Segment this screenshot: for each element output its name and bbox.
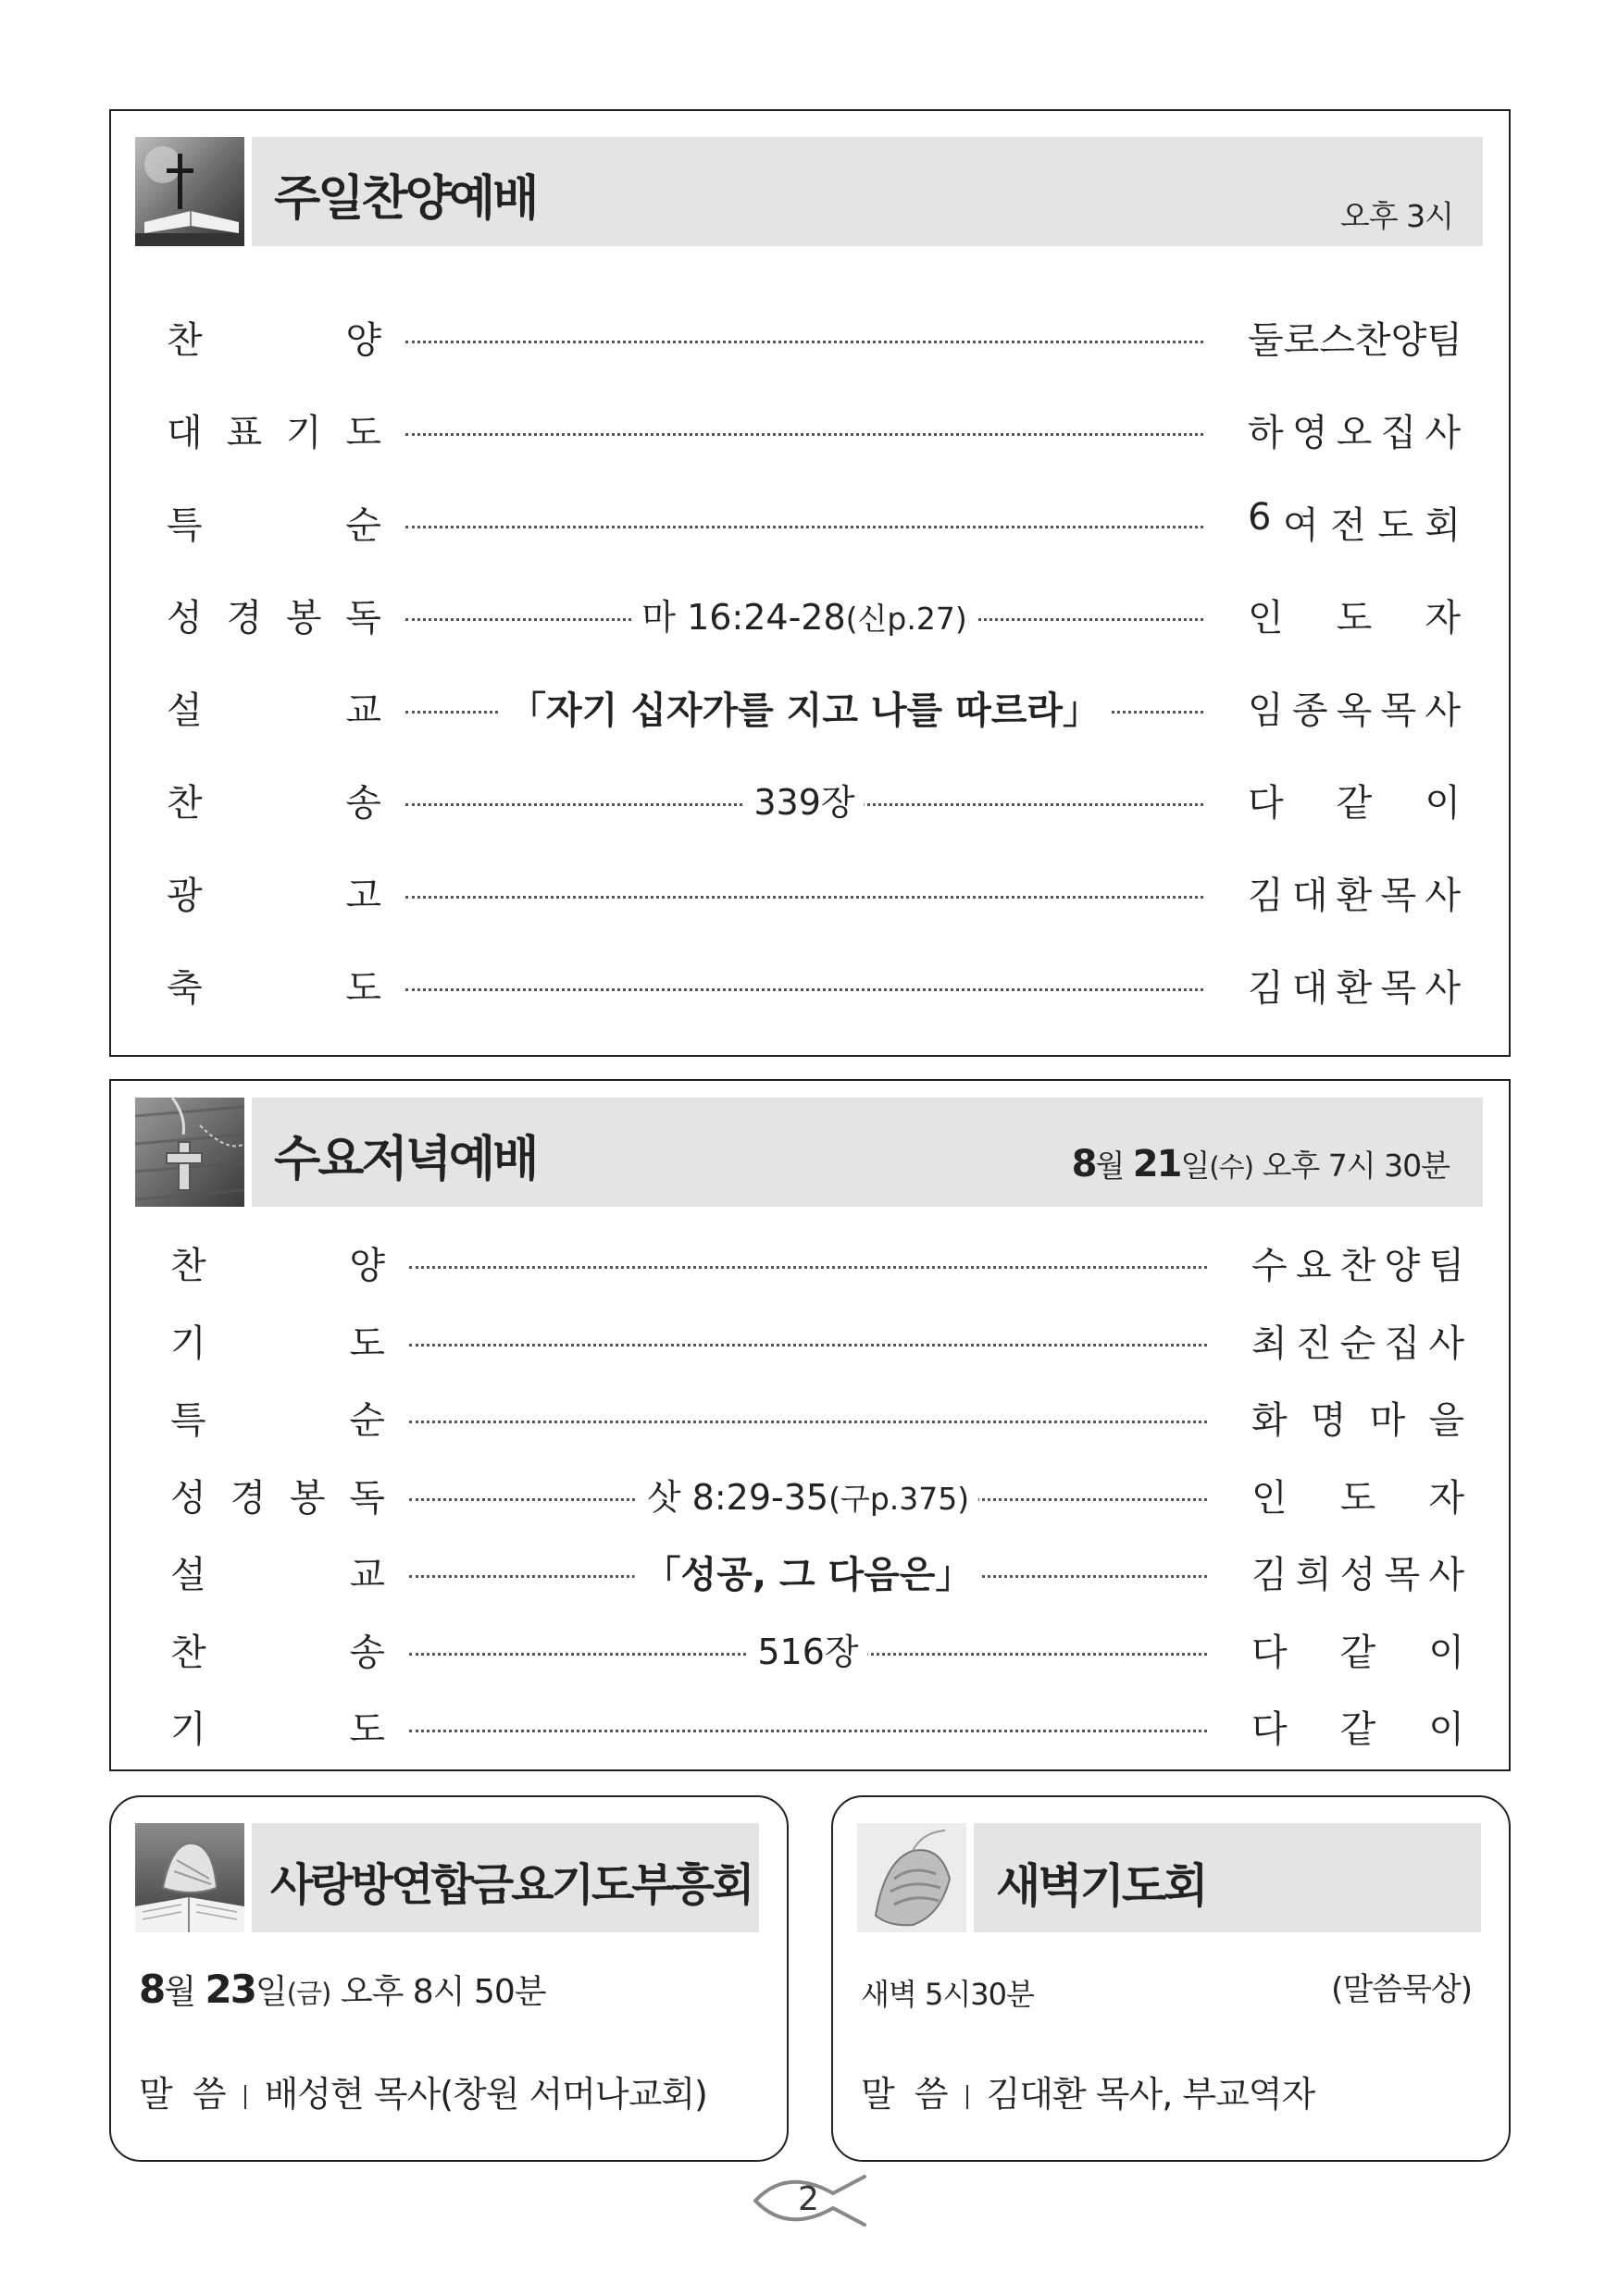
order-detail-ref: (신p.27) <box>845 601 967 637</box>
order-label <box>167 866 381 919</box>
order-person-char: 영 <box>1291 412 1328 454</box>
dawn-note: (말씀묵상) <box>1331 1971 1472 2008</box>
order-label <box>167 589 381 641</box>
order-person-char: 이 <box>1428 1708 1464 1751</box>
order-row <box>170 1540 1466 1595</box>
friday-time-rest: 오후 8시 50분 <box>340 1973 546 2011</box>
order-person-char: 옥 <box>1336 689 1373 732</box>
order-person-char: 같 <box>1336 782 1373 825</box>
order-detail-text: 마 16:24-28 <box>641 597 846 638</box>
order-person <box>1251 1469 1464 1521</box>
order-label-char: 고 <box>345 875 381 917</box>
friday-prayer-box <box>109 1795 789 2162</box>
order-person-char: 같 <box>1339 1708 1376 1751</box>
order-person-char: 김 <box>1248 875 1284 917</box>
order-person-char: 사 <box>1428 1322 1464 1365</box>
order-row <box>167 398 1462 453</box>
order-person-char: 사 <box>1428 1554 1464 1596</box>
order-person-char: 찬 <box>1339 1245 1376 1287</box>
dotted-leader <box>405 988 1203 991</box>
wednesday-month-unit: 월 <box>1095 1148 1125 1184</box>
order-person <box>1251 1314 1464 1367</box>
order-person-char: 희 <box>1295 1554 1332 1596</box>
order-label-char: 특 <box>167 504 203 547</box>
friday-sermon-line <box>139 2066 707 2116</box>
order-person <box>1248 311 1461 364</box>
wednesday-month: 8 <box>1071 1143 1096 1185</box>
order-label-char: 대 <box>167 412 203 454</box>
order-label-char: 성 <box>170 1476 206 1520</box>
order-detail-text: 「자기 십자가를 지고 나를 따르라」 <box>508 689 1101 732</box>
page-number-text: 2 <box>798 2180 819 2218</box>
friday-month: 8 <box>139 1967 165 2012</box>
order-label-char: 경 <box>230 1476 267 1520</box>
order-person-char: 사 <box>1425 689 1461 732</box>
order-person <box>1248 681 1461 734</box>
order-person-char: 대 <box>1291 875 1328 917</box>
order-person-char: 진 <box>1295 1322 1332 1365</box>
order-label <box>170 1391 385 1444</box>
order-person <box>1248 866 1461 919</box>
order-person-char: 양 <box>1390 319 1427 362</box>
order-label-char: 도 <box>349 1322 385 1365</box>
friday-day-unit: 일 <box>255 1973 287 2011</box>
order-person-char: 6 <box>1248 496 1272 539</box>
order-person-char: 도 <box>1377 504 1413 547</box>
dawn-speaker: 김대환 목사, 부교역자 <box>986 2074 1315 2115</box>
dotted-leader <box>409 1344 1207 1347</box>
order-person-char: 전 <box>1330 504 1366 547</box>
dotted-leader <box>405 526 1203 528</box>
order-person-char: 양 <box>1384 1245 1421 1287</box>
order-person-char: 김 <box>1248 967 1284 1010</box>
wednesday-time-rest: 오후 7시 30분 <box>1262 1148 1450 1184</box>
order-row <box>167 583 1462 639</box>
order-person-char: 여 <box>1282 504 1319 547</box>
order-person-char: 목 <box>1384 1554 1421 1596</box>
order-label-char: 찬 <box>170 1245 206 1287</box>
order-person-char: 사 <box>1425 875 1461 917</box>
order-row <box>167 861 1462 916</box>
order-label <box>167 311 381 364</box>
friday-speaker: 배성현 목사(창원 서머나교회) <box>264 2074 707 2115</box>
order-person-char: 다 <box>1251 1631 1288 1674</box>
order-person <box>1248 403 1461 456</box>
order-person-char: 인 <box>1251 1476 1288 1520</box>
wednesday-day: 21 <box>1132 1143 1181 1185</box>
order-row <box>170 1231 1466 1286</box>
order-person-char: 목 <box>1380 967 1417 1010</box>
order-row <box>170 1694 1466 1750</box>
order-person-char: 자 <box>1428 1476 1464 1520</box>
order-label <box>167 681 381 734</box>
order-label-char: 찬 <box>170 1631 206 1674</box>
order-row <box>167 953 1462 1009</box>
order-person-char: 둘 <box>1248 319 1284 362</box>
order-person <box>1251 1623 1464 1676</box>
order-label-char: 기 <box>285 412 322 454</box>
order-person-char: 하 <box>1248 412 1284 454</box>
order-label-char: 축 <box>167 967 203 1010</box>
order-label-char: 성 <box>167 597 203 639</box>
order-person-char: 최 <box>1251 1322 1288 1365</box>
divider <box>966 2085 968 2109</box>
order-label-char: 도 <box>345 412 381 454</box>
order-label <box>170 1236 385 1289</box>
order-label-char: 도 <box>349 1708 385 1751</box>
order-person-char: 인 <box>1248 597 1284 639</box>
order-detail-text: 「성공, 그 다음은」 <box>643 1554 973 1596</box>
order-person-char: 성 <box>1339 1554 1376 1596</box>
order-label-char: 찬 <box>167 319 203 362</box>
sunday-time: 오후 3시 <box>1339 198 1453 234</box>
order-person-char: 마 <box>1369 1399 1406 1442</box>
order-person-char: 목 <box>1380 689 1417 732</box>
order-label-char: 순 <box>345 504 381 547</box>
order-label <box>170 1545 385 1598</box>
order-person <box>1248 496 1461 549</box>
order-row <box>167 768 1462 824</box>
order-person-char: 대 <box>1291 967 1328 1010</box>
order-detail <box>744 774 864 825</box>
order-person-char: 사 <box>1425 967 1461 1010</box>
sunday-service-box <box>109 109 1511 1057</box>
dawn-time: 새벽 5시30분 <box>861 1977 1034 2012</box>
order-person <box>1248 589 1461 641</box>
order-label-char: 광 <box>167 875 203 917</box>
order-person-char: 팀 <box>1426 319 1462 362</box>
order-label-char: 설 <box>170 1554 206 1596</box>
dotted-leader <box>409 1730 1207 1732</box>
order-label-char: 순 <box>349 1399 385 1442</box>
dawn-word-label: 말 씀 <box>861 2074 948 2115</box>
dotted-leader <box>409 1266 1207 1269</box>
friday-word-label: 말 씀 <box>139 2074 226 2115</box>
order-label-char: 설 <box>167 689 203 732</box>
order-person <box>1251 1700 1464 1753</box>
order-label-char: 독 <box>349 1476 385 1520</box>
order-person-char: 스 <box>1319 319 1355 362</box>
wednesday-day-unit: 일 <box>1180 1148 1210 1184</box>
order-label <box>167 774 381 826</box>
order-detail <box>638 1469 978 1520</box>
order-person-char: 다 <box>1251 1708 1288 1751</box>
order-person-char: 이 <box>1428 1631 1464 1674</box>
order-person-char: 다 <box>1248 782 1284 825</box>
order-label-char: 봉 <box>285 597 322 639</box>
wednesday-time <box>1072 1142 1450 1185</box>
friday-title: 사랑방연합금요기도부흥회 <box>270 1859 753 1911</box>
order-person-char: 환 <box>1336 875 1373 917</box>
friday-weekday: (금) <box>286 1978 331 2009</box>
order-person-char: 명 <box>1310 1399 1347 1442</box>
order-label <box>170 1314 385 1367</box>
order-person-char: 사 <box>1425 412 1461 454</box>
order-person-char: 종 <box>1291 689 1328 732</box>
order-person-char: 수 <box>1251 1245 1288 1287</box>
order-detail-ref: (구p.375) <box>828 1480 970 1517</box>
order-row <box>170 1309 1466 1364</box>
order-label-char: 경 <box>226 597 263 639</box>
order-row <box>167 676 1462 731</box>
order-person-char: 화 <box>1251 1399 1288 1442</box>
praying-hands-photo <box>857 1823 966 1932</box>
wednesday-service-box <box>109 1079 1511 1771</box>
order-label <box>170 1623 385 1676</box>
order-row <box>170 1618 1466 1673</box>
order-label <box>167 959 381 1011</box>
order-label-char: 봉 <box>289 1476 326 1520</box>
dawn-sermon-line <box>861 2066 1314 2116</box>
order-person <box>1251 1391 1464 1444</box>
dawn-title: 새벽기도회 <box>996 1859 1206 1913</box>
order-label-char: 기 <box>170 1322 206 1365</box>
order-row <box>170 1385 1466 1441</box>
order-person <box>1248 774 1461 826</box>
order-person-char: 같 <box>1339 1631 1376 1674</box>
order-label <box>170 1469 385 1521</box>
dotted-leader <box>405 341 1203 343</box>
cross-candle-photo <box>135 137 244 246</box>
order-label-char: 기 <box>170 1708 206 1751</box>
wednesday-title: 수요저녁예배 <box>274 1132 537 1187</box>
order-person <box>1248 959 1461 1011</box>
order-person <box>1251 1545 1464 1598</box>
dotted-leader <box>409 1421 1207 1423</box>
order-person-char: 오 <box>1336 412 1373 454</box>
order-person-char: 이 <box>1425 782 1461 825</box>
order-detail <box>632 589 976 639</box>
order-label-char: 도 <box>345 967 381 1010</box>
friday-day: 23 <box>205 1967 255 2012</box>
order-detail-text: 516장 <box>757 1631 859 1672</box>
order-person-char: 환 <box>1336 967 1373 1010</box>
order-label <box>167 496 381 549</box>
rosary-cross-photo <box>135 1098 244 1207</box>
order-person-char: 집 <box>1384 1322 1421 1365</box>
divider <box>244 2085 246 2109</box>
order-person-char: 자 <box>1425 597 1461 639</box>
order-person-char: 순 <box>1339 1322 1376 1365</box>
friday-schedule <box>139 1966 546 2013</box>
order-label-char: 표 <box>226 412 263 454</box>
order-label-char: 찬 <box>167 782 203 825</box>
friday-month-unit: 월 <box>164 1973 196 2011</box>
sunday-title: 주일찬양예배 <box>274 171 537 227</box>
order-person-char: 도 <box>1336 597 1373 639</box>
order-label <box>167 403 381 456</box>
dotted-leader <box>405 896 1203 899</box>
order-label-char: 독 <box>345 597 381 639</box>
order-label-char: 교 <box>345 689 381 732</box>
order-detail <box>635 1545 982 1598</box>
order-person <box>1251 1236 1464 1289</box>
order-detail <box>500 681 1109 734</box>
order-row <box>167 305 1462 361</box>
order-person-char: 임 <box>1248 689 1284 732</box>
order-label <box>170 1700 385 1753</box>
order-person-char: 을 <box>1428 1399 1464 1442</box>
order-person-char: 찬 <box>1354 319 1391 362</box>
order-label-char: 송 <box>345 782 381 825</box>
order-person-char: 요 <box>1295 1245 1332 1287</box>
order-person-char: 도 <box>1339 1476 1376 1520</box>
order-label-char: 양 <box>345 319 381 362</box>
order-detail <box>748 1623 867 1674</box>
order-person-char: 회 <box>1425 504 1461 547</box>
praying-hands-bible-photo <box>135 1823 244 1932</box>
order-person-char: 팀 <box>1428 1245 1464 1287</box>
order-person-char: 목 <box>1380 875 1417 917</box>
order-detail-text: 삿 8:29-35 <box>646 1476 829 1518</box>
dotted-leader <box>405 433 1203 436</box>
wednesday-weekday: (수) <box>1209 1151 1254 1183</box>
order-label-char: 송 <box>349 1631 385 1674</box>
order-label-char: 특 <box>170 1399 206 1442</box>
order-row <box>170 1463 1466 1519</box>
order-label-char: 양 <box>349 1245 385 1287</box>
order-label-char: 교 <box>349 1554 385 1596</box>
order-person-char: 로 <box>1283 319 1320 362</box>
dawn-prayer-box <box>831 1795 1511 2162</box>
order-person-char: 집 <box>1380 412 1417 454</box>
order-detail-text: 339장 <box>753 782 855 823</box>
order-person-char: 김 <box>1251 1554 1288 1596</box>
order-row <box>167 490 1462 546</box>
